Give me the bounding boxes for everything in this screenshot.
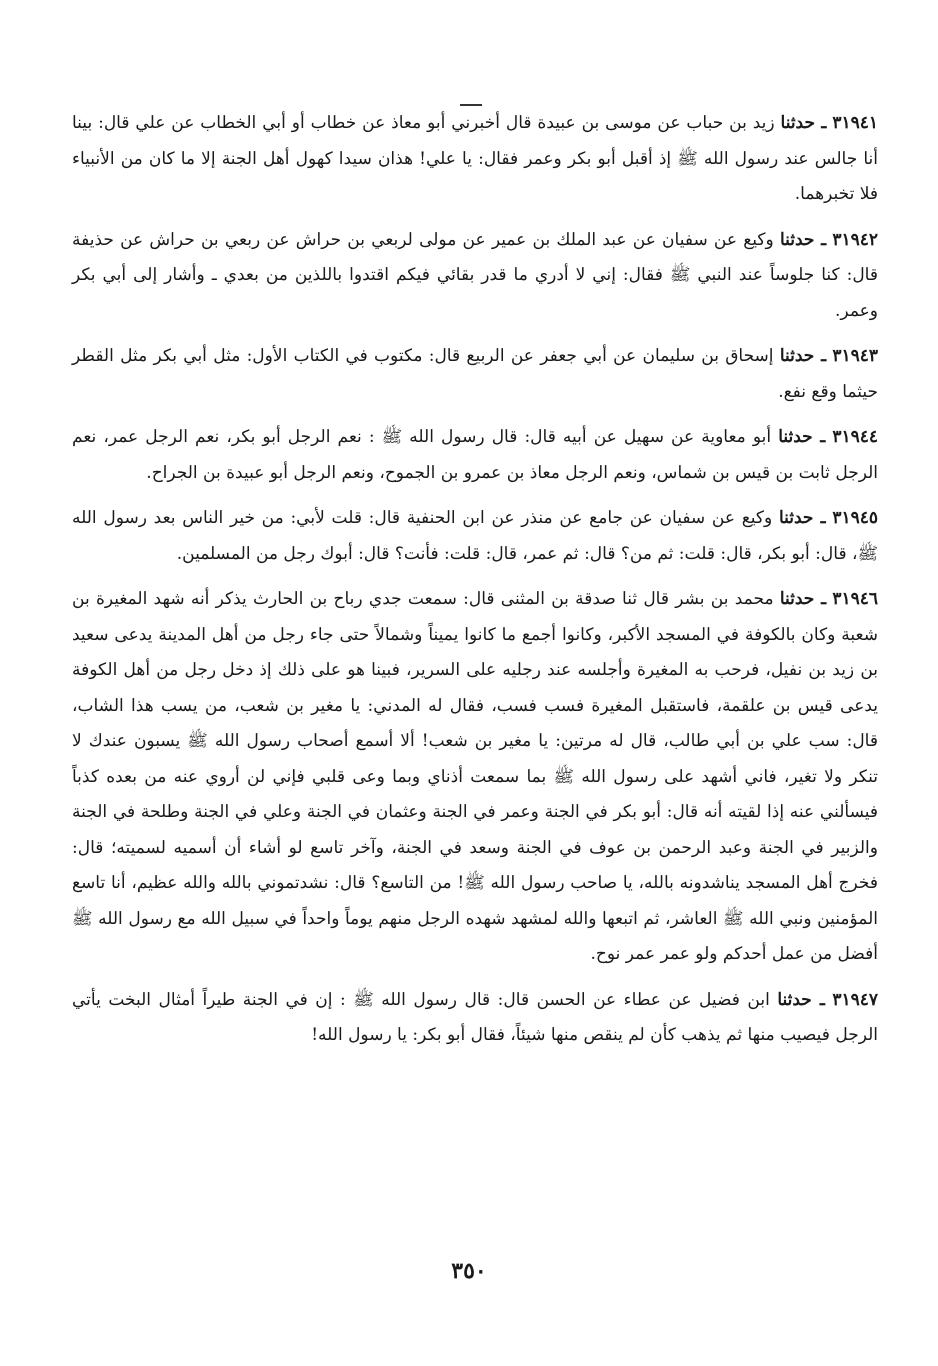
hadith-number: ٣١٩٤٥ (832, 508, 879, 528)
hadith-31943 (72, 339, 878, 410)
hadith-lead: ـ حدثنا (779, 589, 827, 609)
hadith-number: ٣١٩٤٢ (832, 229, 879, 250)
hadith-31947 (72, 983, 878, 1054)
hadith-number: ٣١٩٤٤ (832, 427, 879, 447)
hadith-number: ٣١٩٤٣ (832, 346, 879, 366)
hadith-text: ابن فضيل عن عطاء عن الحسن قال: قال رسول الله ﷺ : إن في الجنة طيراً أمثال البخت يأتي الرجل فيصيب منها ثم يذهب كأن لم ينقص منها شيئاً، فقال أبو بكر: يا رسول الله! (72, 989, 878, 1045)
hadith-31944 (72, 420, 878, 491)
hadith-list (72, 106, 878, 1064)
hadith-31946 (72, 582, 878, 973)
hadith-number: ٣١٩٤٦ (832, 589, 879, 609)
hadith-text: وكيع عن سفيان عن جامع عن منذر عن ابن الحنفية قال: قلت لأبي: من خير الناس بعد رسول الله ﷺ، قال: أبو بكر، قال: قلت: ثم من؟ قال: ثم عمر، قال: قلت: فأنت؟ قال: أبوك رجل من المسلمين. (72, 508, 878, 564)
hadith-text: محمد بن بشر قال ثنا صدقة بن المثنى قال: سمعت جدي رباح بن الحارث يذكر أنه شهد المغيرة بن شعبة وكان بالكوفة في المسجد الأكبر، وكانوا أجمع ما كانوا يميناً وشمالاً حتى جاء رجل من أهل المدينة يدعى سعيد بن زيد بن نفيل، فرحب به المغيرة وأجلسه عند رجليه على السرير، فبينا هو على ذلك إذ دخل رجل من أهل الكوفة يدعى قيس بن علقمة، فاستقبل المغيرة فسب فسب، فقال له المدني: يا مغير بن شعب، من يسب هذا الشاب، قال: سب علي بن أبي طالب، قال له مرتين: يا مغير بن شعب! ألا أسمع أصحاب رسول الله ﷺ يسبون عندك لا تنكر ولا تغير، فاني أشهد على رسول الله ﷺ بما سمعت أذناي وبما وعى قلبي فإني لن أروي عنه من بعده كذباً فيسألني عنه إذا لقيته أنه قال: أبو بكر في الجنة وعمر في الجنة وعثمان في الجنة وعلي في الجنة وطلحة في الجنة والزبير في الجنة وعبد الرحمن بن عوف في الجنة وسعد في الجنة، وآخر تاسع لو أشاء أن أسميه لسميته؛ قال: فخرج أهل المسجد يناشدونه بالله، يا صاحب رسول الله ﷺ! من التاسع؟ قال: نشدتموني بالله والله عظيم، أنا تاسع المؤمنين ونبي الله ﷺ العاشر، ثم اتبعها والله لمشهد شهده الرجل منهم يوماً واحداً في سبيل الله مع رسول الله ﷺ أفضل من عمل أحدكم ولو عمر عمر نوح. (72, 589, 878, 964)
hadith-31945 (72, 501, 878, 572)
hadith-text: إسحاق بن سليمان عن أبي جعفر عن الربيع قال: مكتوب في الكتاب الأول: مثل أبي بكر مثل القطر حيثما وقع نفع. (72, 346, 878, 402)
hadith-lead: ـ حدثنا (778, 508, 826, 528)
hadith-lead: ـ حدثنا (777, 989, 825, 1010)
hadith-lead: ـ حدثنا (779, 229, 827, 250)
hadith-text: أبو معاوية عن سهيل عن أبيه قال: قال رسول الله ﷺ : نعم الرجل أبو بكر، نعم الرجل عمر، نعم الرجل ثابت بن قيس بن شماس، ونعم الرجل معاذ بن عمرو بن الجموح، ونعم الرجل أبو عبيدة بن الجراح. (72, 427, 878, 483)
hadith-text: زيد بن حباب عن موسى بن عبيدة قال أخبرني أبو معاذ عن خطاب أو أبي الخطاب عن علي قال: بينا أنا جالس عند رسول الله ﷺ إذ أقبل أبو بكر وعمر فقال: يا علي! هذان سيدا كهول أهل الجنة إلا ما كان من الأنبياء فلا تخبرهما. (72, 113, 878, 204)
hadith-lead: ـ حدثنا (779, 346, 827, 366)
hadith-number: ٣١٩٤٧ (832, 989, 878, 1010)
hadith-number: ٣١٩٤١ (832, 113, 878, 133)
hadith-lead: ـ حدثنا (780, 113, 827, 133)
hadith-text: وكيع عن سفيان عن عبد الملك بن عمير عن مولى لربعي بن حراش عن ربعي بن حراش عن حذيفة قال: كنا جلوساً عند النبي ﷺ فقال: إني لا أدري ما قدر بقائي فيكم اقتدوا باللذين من بعدي ـ وأشار إلى أبي بكر وعمر. (72, 229, 878, 321)
hadith-31941 (72, 106, 878, 213)
page-number: ٣٥٠ (451, 1258, 487, 1284)
hadith-lead: ـ حدثنا (778, 427, 826, 447)
hadith-31942 (72, 223, 878, 330)
